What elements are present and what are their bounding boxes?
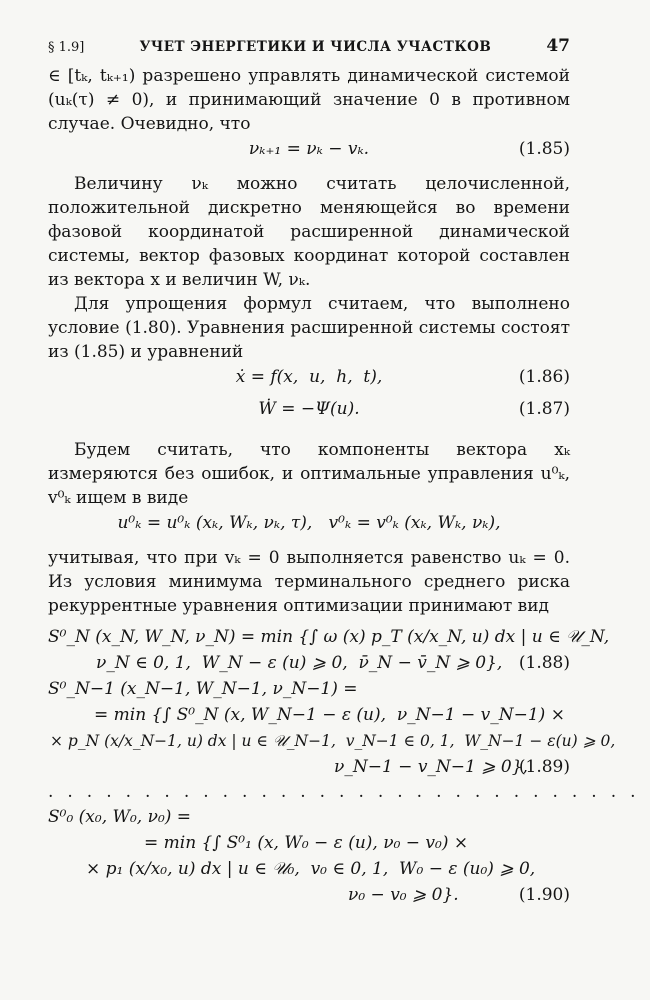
equation-1-87 — [48, 396, 570, 422]
equation-1-89-line-3 — [48, 728, 616, 754]
equation-body: ẋ = f(x, u, h, t), — [235, 367, 383, 387]
section-ref: § 1.9] — [48, 40, 85, 55]
equation-1-88-line-1 — [48, 624, 610, 650]
equation-1-90-line-3 — [48, 856, 570, 882]
equation-body: = min {∫ S⁰_N (x, W_N−1 − ε (u), ν_N−1 − v_N−1) × — [94, 705, 565, 725]
equation-body: × p_N (x/x_N−1, u) dx | u ∈ 𝒰_N−1, v_N−1 ∈ 0, 1, W_N−1 − ε(u) ⩾ 0, — [50, 732, 616, 750]
paragraph-2: Величину νₖ можно считать целочисленной, положительной дискретно меняющейся во времени фазовой координатой расширенной динамической системы, вектор фазовых координат которой составлен из вектора x и величин W, νₖ. — [48, 174, 570, 290]
equation-body: S⁰_N−1 (x_N−1, W_N−1, ν_N−1) = — [48, 679, 358, 699]
equation-1-89-line-4 — [48, 754, 570, 780]
equation-1-86 — [48, 364, 570, 390]
equation-number: (1.88) — [518, 653, 570, 673]
equation-body: S⁰_N (x_N, W_N, ν_N) = min {∫ ω (x) p_T (x/x_N, u) dx | u ∈ 𝒰_N, — [48, 627, 610, 647]
ellipsis-divider: ............................... — [48, 782, 650, 802]
book-page — [48, 34, 650, 908]
paragraph-4: Будем считать, что компоненты вектора xₖ измеряются без ошибок, и оптимальные управления u⁰ₖ, v⁰ₖ ищем в виде — [48, 440, 570, 508]
paragraph-5: учитывая, что при vₖ = 0 выполняется равенство uₖ = 0. Из условия минимума терминального среднего риска рекуррентные уравнения оптимизации принимают вид — [48, 548, 570, 616]
equation-body: ν_N−1 − v_N−1 ⩾ 0}, — [334, 757, 528, 777]
equation-number: (1.87) — [518, 399, 570, 419]
paragraph-1: ∈ [tₖ, tₖ₊₁) разрешено управлять динамической системой (uₖ(τ) ≠ 0), и принимающий значение 0 в противном случае. Очевидно, что — [48, 66, 570, 134]
equation-1-89-line-1 — [48, 676, 570, 702]
running-header — [48, 34, 570, 64]
page-number: 47 — [546, 36, 570, 56]
equation-number: (1.90) — [518, 885, 570, 905]
equation-body: = min {∫ S⁰₁ (x, W₀ − ε (u), ν₀ − v₀) × — [144, 833, 469, 853]
running-title: УЧЕТ ЭНЕРГЕТИКИ И ЧИСЛА УЧАСТКОВ — [139, 39, 492, 55]
equation-1-88-line-2 — [48, 650, 570, 676]
equation-body: ν₀ − v₀ ⩾ 0}. — [348, 885, 459, 905]
equation-number: (1.89) — [518, 757, 570, 777]
equation-body: u⁰ₖ = u⁰ₖ (xₖ, Wₖ, νₖ, τ), v⁰ₖ = v⁰ₖ (xₖ, Wₖ, νₖ), — [117, 513, 501, 533]
equation-control — [48, 510, 570, 536]
paragraph-3: Для упрощения формул считаем, что выполнено условие (1.80). Уравнения расширенной системы состоят из (1.85) и уравнений — [48, 294, 570, 362]
equation-body: νₖ₊₁ = νₖ − vₖ. — [248, 139, 370, 159]
equation-number: (1.86) — [518, 367, 570, 387]
equation-body: ν_N ∈ 0, 1, W_N − ε (u) ⩾ 0, ν̄_N − v̄_N ⩾ 0}, — [96, 653, 503, 673]
equation-body: × p₁ (x/x₀, u) dx | u ∈ 𝒰₀, v₀ ∈ 0, 1, W₀ − ε (u₀) ⩾ 0, — [86, 859, 536, 879]
equation-1-90-line-4 — [48, 882, 570, 908]
equation-1-90-line-1 — [48, 804, 570, 830]
equation-1-90-line-2 — [48, 830, 570, 856]
equation-number: (1.85) — [518, 139, 570, 159]
equation-1-85 — [48, 136, 570, 162]
equation-body: S⁰₀ (x₀, W₀, ν₀) = — [48, 807, 192, 827]
equation-body: Ẇ = −Ψ(u). — [258, 399, 360, 419]
equation-1-89-line-2 — [48, 702, 570, 728]
